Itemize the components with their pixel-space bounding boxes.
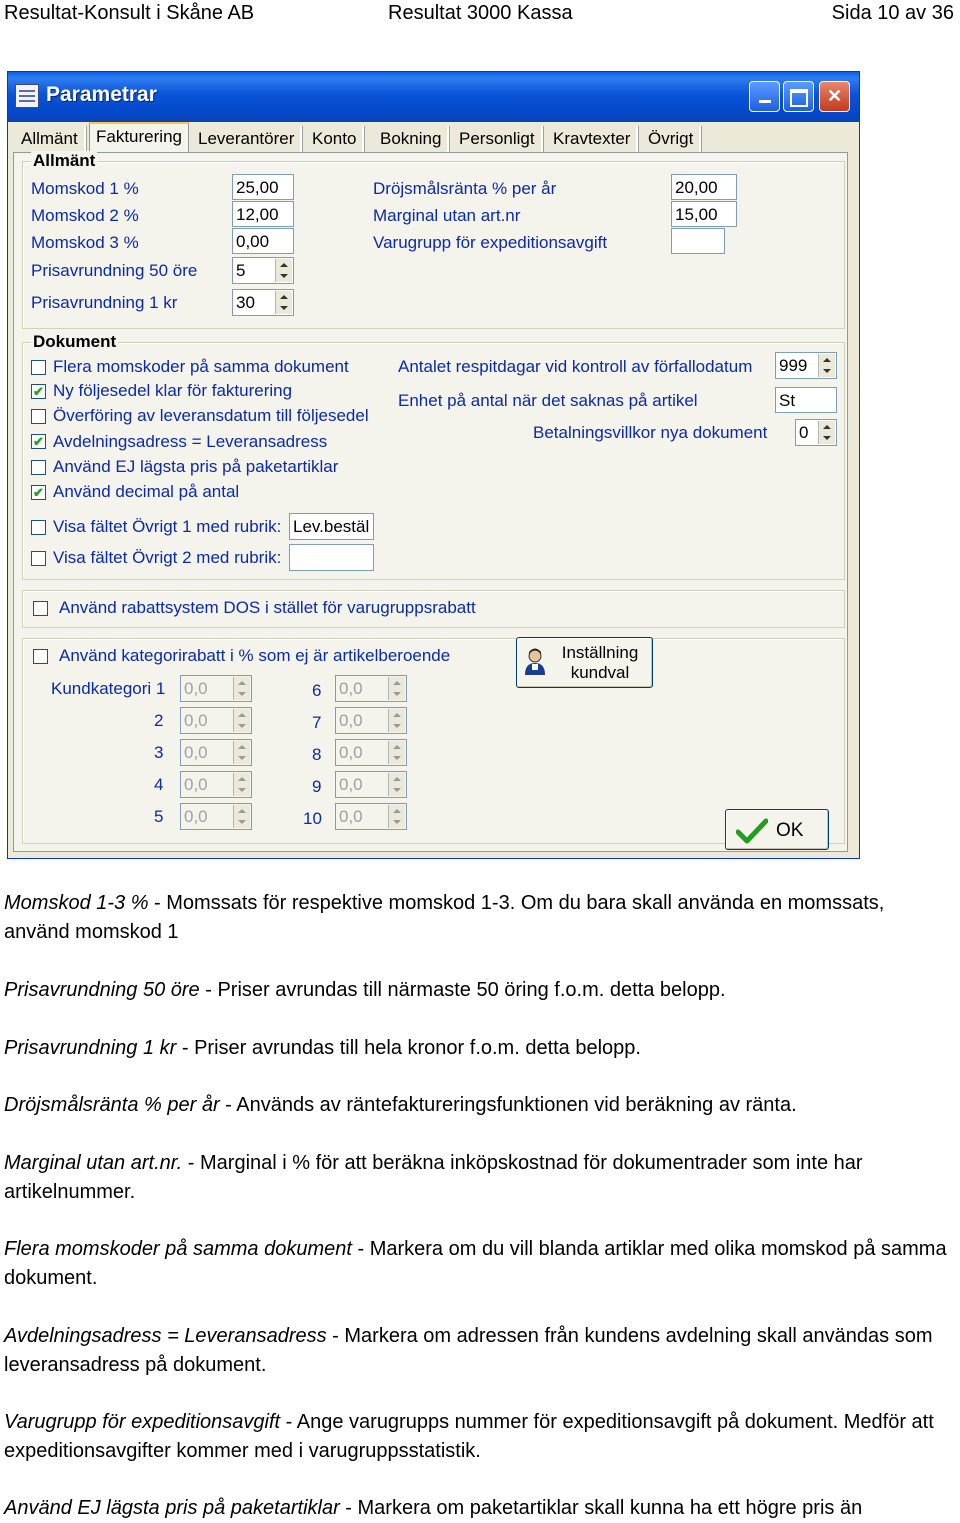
- tab-bokning[interactable]: Bokning: [374, 126, 449, 152]
- kundkategori-10-value: 0,0: [339, 807, 363, 826]
- kundkategori-4-stepper[interactable]: [180, 771, 252, 798]
- kundkategori-5-label: 5: [154, 807, 164, 826]
- term: Dröjsmålsränta % per år: [4, 1094, 220, 1116]
- spin-arrows-icon[interactable]: [818, 354, 835, 377]
- spin-arrows-icon[interactable]: [818, 421, 835, 444]
- spin-arrows-icon[interactable]: [233, 677, 250, 700]
- kundkategori-1-stepper[interactable]: [180, 675, 252, 702]
- checkbox-ny-foljesedel[interactable]: ✔: [31, 384, 46, 399]
- kundkategori-2-label: 2: [154, 711, 164, 730]
- person-icon: [523, 647, 547, 675]
- kundkategori-9-stepper[interactable]: [335, 771, 407, 798]
- spin-arrows-icon[interactable]: [233, 773, 250, 796]
- checkbox-rabattsystem-dos-label: Använd rabattsystem DOS i stället för varugruppsrabatt: [59, 598, 476, 617]
- spin-arrows-icon[interactable]: [275, 291, 292, 314]
- checkbox-leveransdatum-label: Överföring av leveransdatum till följesedel: [53, 406, 369, 425]
- checkbox-kategorirabatt[interactable]: [33, 649, 48, 664]
- tab-konto[interactable]: Konto: [306, 126, 364, 152]
- tab-panel-fakturering: [13, 152, 848, 852]
- spin-arrows-icon[interactable]: [275, 259, 292, 282]
- enhet-label: Enhet på antal när det saknas på artikel: [398, 391, 698, 410]
- tab-kravtexter[interactable]: Kravtexter: [547, 126, 638, 152]
- ovrigt2-rubrik-input[interactable]: [289, 544, 374, 571]
- term: Avdelningsadress = Leveransadress: [4, 1325, 327, 1347]
- prisavrundning-50-stepper[interactable]: [232, 257, 294, 284]
- checkbox-ovrigt1[interactable]: [31, 520, 46, 535]
- prisavrundning-1kr-label: Prisavrundning 1 kr: [31, 293, 178, 312]
- spin-arrows-icon[interactable]: [233, 709, 250, 732]
- checkbox-leveransdatum[interactable]: [31, 409, 46, 424]
- checkbox-flera-momskoder-label: Flera momskoder på samma dokument: [53, 357, 349, 376]
- kundkategori-9-value: 0,0: [339, 775, 363, 794]
- spin-arrows-icon[interactable]: [388, 741, 405, 764]
- group-kategorirabatt: [22, 638, 845, 844]
- kundkategori-7-value: 0,0: [339, 711, 363, 730]
- respitdagar-value: 999: [779, 356, 808, 375]
- kundkategori-8-label: 8: [312, 745, 322, 764]
- term: Flera momskoder på samma dokument: [4, 1238, 352, 1260]
- momskod2-label: Momskod 2 %: [31, 206, 139, 225]
- tab-strip: [12, 122, 855, 152]
- tab-allmant[interactable]: Allmänt: [15, 126, 86, 152]
- term: Använd EJ lägsta pris på paketartiklar: [4, 1497, 340, 1519]
- term: Momskod 1-3 %: [4, 892, 149, 914]
- header-product: Resultat 3000 Kassa: [388, 2, 573, 24]
- kundkategori-8-value: 0,0: [339, 743, 363, 762]
- checkbox-ovrigt1-label: Visa fältet Övrigt 1 med rubrik:: [53, 517, 282, 536]
- prisavrundning-50-value: 5: [236, 261, 246, 280]
- group-rabatt-dos: [22, 590, 845, 628]
- kundkategori-2-stepper[interactable]: [180, 707, 252, 734]
- spin-arrows-icon[interactable]: [388, 709, 405, 732]
- betalningsvillkor-value: 0: [799, 423, 809, 442]
- checkbox-flera-momskoder[interactable]: [31, 360, 46, 375]
- momskod3-input[interactable]: 0,00: [232, 228, 294, 254]
- ovrigt1-rubrik-input[interactable]: Lev.bestäl: [289, 513, 374, 540]
- momskod2-input[interactable]: 12,00: [232, 201, 294, 227]
- checkbox-avdelningsadress[interactable]: ✔: [31, 434, 46, 449]
- paragraph-drojsmalsranta: [4, 1091, 949, 1120]
- kundkategori-9-label: 9: [312, 777, 322, 796]
- tab-personligt[interactable]: Personligt: [453, 126, 543, 152]
- term: Prisavrundning 50 öre: [4, 979, 200, 1001]
- respitdagar-stepper[interactable]: [775, 352, 837, 379]
- varugrupp-input[interactable]: [671, 228, 725, 254]
- description: - Momssats för respektive momskod 1-3. Om du bara skall använda en momssats, använd momskod 1: [4, 892, 885, 943]
- paragraph-marginal: [4, 1149, 949, 1207]
- paragraph-avdelningsadress: [4, 1322, 949, 1380]
- paragraph-varugrupp: [4, 1408, 949, 1466]
- tab-leverantorer[interactable]: Leverantörer: [192, 126, 302, 152]
- kundkategori-6-stepper[interactable]: [335, 675, 407, 702]
- checkbox-ovrigt2-label: Visa fältet Övrigt 2 med rubrik:: [53, 548, 282, 567]
- kundkategori-2-value: 0,0: [184, 711, 208, 730]
- title-bar[interactable]: [8, 72, 859, 122]
- term: Prisavrundning 1 kr: [4, 1037, 177, 1059]
- kundkategori-5-value: 0,0: [184, 807, 208, 826]
- description: - Ange varugrupps nummer för expeditionsavgift på dokument. Medför att expeditionsavgifter kommer med i varugruppsstatistik.: [4, 1411, 934, 1462]
- kundkategori-10-label: 10: [303, 809, 322, 828]
- description: - Markera om du vill blanda artiklar med olika momskod på samma dokument.: [4, 1238, 947, 1289]
- checkbox-ej-lagsta-pris-label: Använd EJ lägsta pris på paketartiklar: [53, 457, 339, 476]
- spin-arrows-icon[interactable]: [233, 741, 250, 764]
- kundkategori-6-value: 0,0: [339, 679, 363, 698]
- spin-arrows-icon[interactable]: [233, 805, 250, 828]
- description: - Används av räntefaktureringsfunktionen vid beräkning av ränta.: [219, 1094, 797, 1116]
- parametrar-dialog: [7, 71, 860, 859]
- varugrupp-label: Varugrupp för expeditionsavgift: [373, 233, 608, 252]
- installning-kundval-line1: Inställning: [561, 643, 639, 662]
- drojsmalsranta-input[interactable]: 20,00: [671, 174, 737, 200]
- paragraph-prisavrundning-1kr: [4, 1034, 949, 1063]
- spin-arrows-icon[interactable]: [388, 677, 405, 700]
- installning-kundval-line2: kundval: [570, 663, 630, 682]
- kundkategori-6-label: 6: [312, 681, 322, 700]
- paragraph-prisavrundning-50: [4, 976, 949, 1005]
- kundkategori-7-label: 7: [312, 713, 322, 732]
- drojsmalsranta-label: Dröjsmålsränta % per år: [373, 179, 557, 198]
- marginal-input[interactable]: 15,00: [671, 201, 737, 227]
- description: - Markera om adressen från kundens avdelning skall användas som leveransadress på dokument.: [4, 1325, 933, 1376]
- maximize-icon[interactable]: [783, 81, 814, 112]
- spin-arrows-icon[interactable]: [388, 773, 405, 796]
- kundkategori-1-label: Kundkategori 1: [51, 679, 166, 698]
- checkbox-rabattsystem-dos[interactable]: [33, 601, 48, 616]
- checkbox-kategorirabatt-label: Använd kategorirabatt i % som ej är artikelberoende: [59, 646, 451, 665]
- group-allmant-title: Allmänt: [33, 151, 96, 170]
- respitdagar-label: Antalet respitdagar vid kontroll av förfallodatum: [398, 357, 753, 376]
- kundkategori-8-stepper[interactable]: [335, 739, 407, 766]
- kundkategori-5-stepper[interactable]: [180, 803, 252, 830]
- tab-ovrigt[interactable]: Övrigt: [642, 126, 701, 152]
- group-allmant: [22, 151, 845, 329]
- kundkategori-4-value: 0,0: [184, 775, 208, 794]
- close-icon[interactable]: ✕: [819, 81, 850, 112]
- checkbox-ovrigt2[interactable]: [31, 551, 46, 566]
- kundkategori-7-stepper[interactable]: [335, 707, 407, 734]
- description: - Priser avrundas till hela kronor f.o.m. detta belopp.: [176, 1037, 641, 1059]
- term: Varugrupp för expeditionsavgift: [4, 1411, 281, 1433]
- group-dokument: [22, 332, 845, 580]
- window-icon: [15, 84, 39, 108]
- ok-button[interactable]: [725, 809, 829, 850]
- paragraph-flera-momskoder: [4, 1235, 949, 1293]
- marginal-label: Marginal utan art.nr: [373, 206, 521, 225]
- paragraph-momskod: [4, 889, 949, 947]
- description: - Markera om paketartiklar skall kunna ha ett högre pris än: [339, 1497, 863, 1519]
- kundkategori-1-value: 0,0: [184, 679, 208, 698]
- description: - Marginal i % för att beräkna inköpskostnad för dokumentrader som inte har artikelnummer.: [4, 1152, 863, 1203]
- checkbox-ny-foljesedel-label: Ny följesedel klar för fakturering: [53, 381, 293, 400]
- kundkategori-4-label: 4: [154, 775, 164, 794]
- dialog-title: Parametrar: [46, 83, 157, 106]
- checkbox-decimal-antal[interactable]: ✔: [31, 485, 46, 500]
- minimize-icon[interactable]: [749, 81, 780, 112]
- checkbox-avdelningsadress-label: Avdelningsadress = Leveransadress: [53, 432, 328, 451]
- momskod3-label: Momskod 3 %: [31, 233, 139, 252]
- group-dokument-title: Dokument: [33, 332, 117, 351]
- header-company: Resultat-Konsult i Skåne AB: [4, 2, 255, 24]
- spin-arrows-icon[interactable]: [388, 805, 405, 828]
- momskod1-label: Momskod 1 %: [31, 179, 139, 198]
- kundkategori-3-stepper[interactable]: [180, 739, 252, 766]
- kundkategori-10-stepper[interactable]: [335, 803, 407, 830]
- ok-label: OK: [776, 820, 804, 841]
- checkmark-icon: [736, 818, 768, 844]
- checkbox-decimal-antal-label: Använd decimal på antal: [53, 482, 240, 501]
- header-page-number: Sida 10 av 36: [831, 2, 954, 24]
- kundkategori-3-label: 3: [154, 743, 164, 762]
- description: - Priser avrundas till närmaste 50 öring f.o.m. detta belopp.: [199, 979, 726, 1001]
- betalningsvillkor-label: Betalningsvillkor nya dokument: [533, 423, 768, 442]
- prisavrundning-50-label: Prisavrundning 50 öre: [31, 261, 198, 280]
- installning-kundval-button[interactable]: [516, 637, 653, 688]
- paragraph-paketartiklar: [4, 1494, 949, 1523]
- tab-fakturering[interactable]: Fakturering: [89, 122, 189, 152]
- enhet-input[interactable]: St: [775, 387, 837, 413]
- prisavrundning-1kr-stepper[interactable]: [232, 289, 294, 316]
- term: Marginal utan art.nr.: [4, 1152, 183, 1174]
- checkbox-ej-lagsta-pris[interactable]: [31, 460, 46, 475]
- prisavrundning-1kr-value: 30: [236, 293, 255, 312]
- kundkategori-3-value: 0,0: [184, 743, 208, 762]
- betalningsvillkor-stepper[interactable]: [795, 419, 837, 446]
- momskod1-input[interactable]: 25,00: [232, 174, 294, 200]
